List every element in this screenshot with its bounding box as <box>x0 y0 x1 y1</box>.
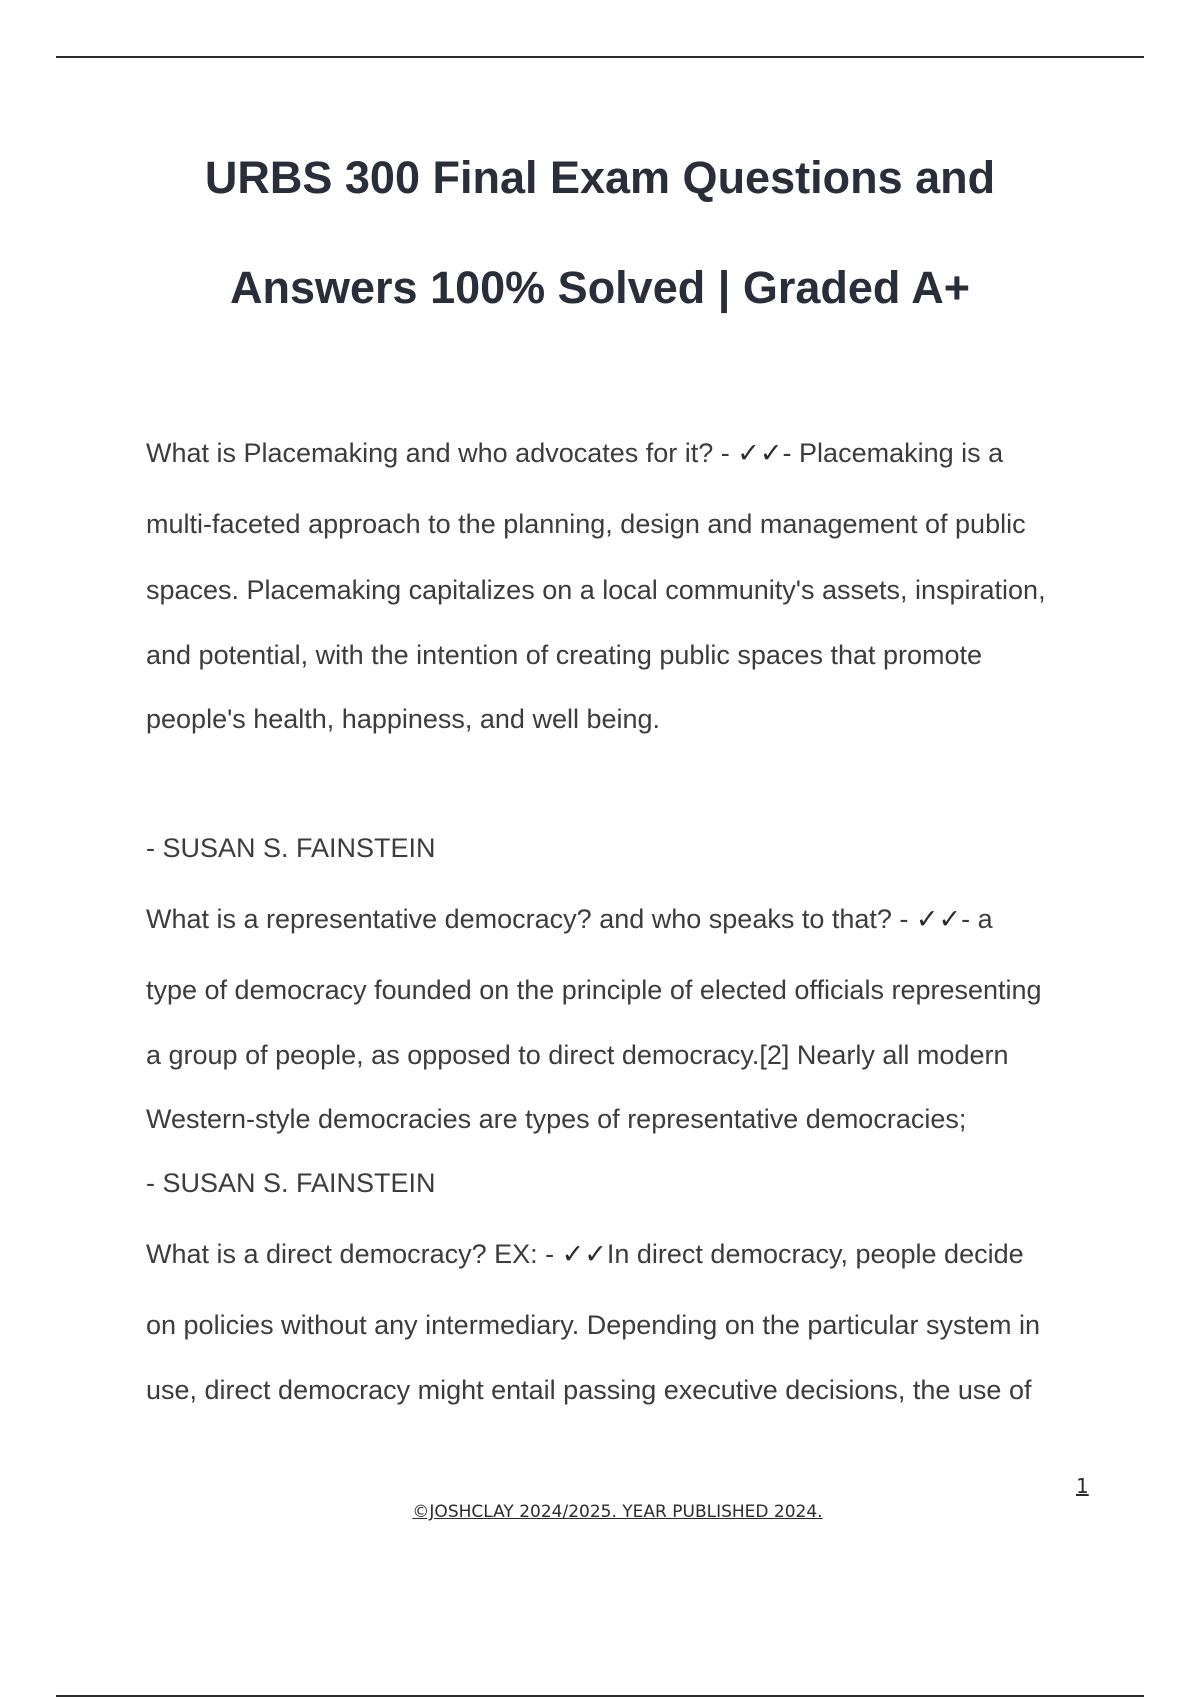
top-rule <box>56 56 1144 58</box>
qa-2-first-line <box>146 906 993 933</box>
checkmark-icon: ✓✓ <box>561 1239 607 1269</box>
bottom-rule <box>56 1695 1144 1697</box>
qa-1-answer-line: people's health, happiness, and well being. <box>146 704 661 734</box>
copyright-footer: ©JOSHCLAY 2024/2025. YEAR PUBLISHED 2024. <box>412 1502 823 1522</box>
checkmark-icon: ✓✓ <box>737 438 783 468</box>
qa-3-first-line <box>146 1241 1024 1268</box>
document-title-line-2: Answers 100% Solved | Graded A+ <box>230 262 970 313</box>
qa-1-answer-line: multi-faceted approach to the planning, design and management of public <box>146 509 1026 539</box>
qa-1-first-line <box>146 440 1003 467</box>
qa-2-answer-line: a group of people, as opposed to direct democracy.[2] Nearly all modern <box>146 1040 1009 1070</box>
qa-2-question: What is a representative democracy? and who speaks to that? - <box>146 904 916 934</box>
qa-3-answer-line: use, direct democracy might entail passing executive decisions, the use of <box>146 1375 1032 1405</box>
qa-3-question: What is a direct democracy? EX: - <box>146 1239 562 1269</box>
qa-1-answer-line: and potential, with the intention of creating public spaces that promote <box>146 640 983 670</box>
qa-2-answer-line: type of democracy founded on the principle of elected officials representing <box>146 975 1042 1005</box>
qa-3-answer-line: on policies without any intermediary. Depending on the particular system in <box>146 1310 1040 1340</box>
qa-1-answer-line: - Placemaking is a <box>782 438 1004 468</box>
qa-3-answer-line: In direct democracy, people decide <box>606 1239 1024 1269</box>
qa-2-answer-line: Western-style democracies are types of representative democracies; <box>146 1104 967 1134</box>
qa-1-attribution: - SUSAN S. FAINSTEIN <box>146 833 436 863</box>
document-title-line-1: URBS 300 Final Exam Questions and <box>204 152 996 203</box>
qa-1-question: What is Placemaking and who advocates for it? - <box>146 438 738 468</box>
qa-1-answer-line: spaces. Placemaking capitalizes on a local community's assets, inspiration, <box>146 575 1046 605</box>
checkmark-icon: ✓✓ <box>915 904 962 934</box>
page-number: 1 <box>1076 1474 1089 1498</box>
qa-2-attribution: - SUSAN S. FAINSTEIN <box>146 1168 436 1198</box>
qa-2-answer-line: - a <box>961 904 993 934</box>
